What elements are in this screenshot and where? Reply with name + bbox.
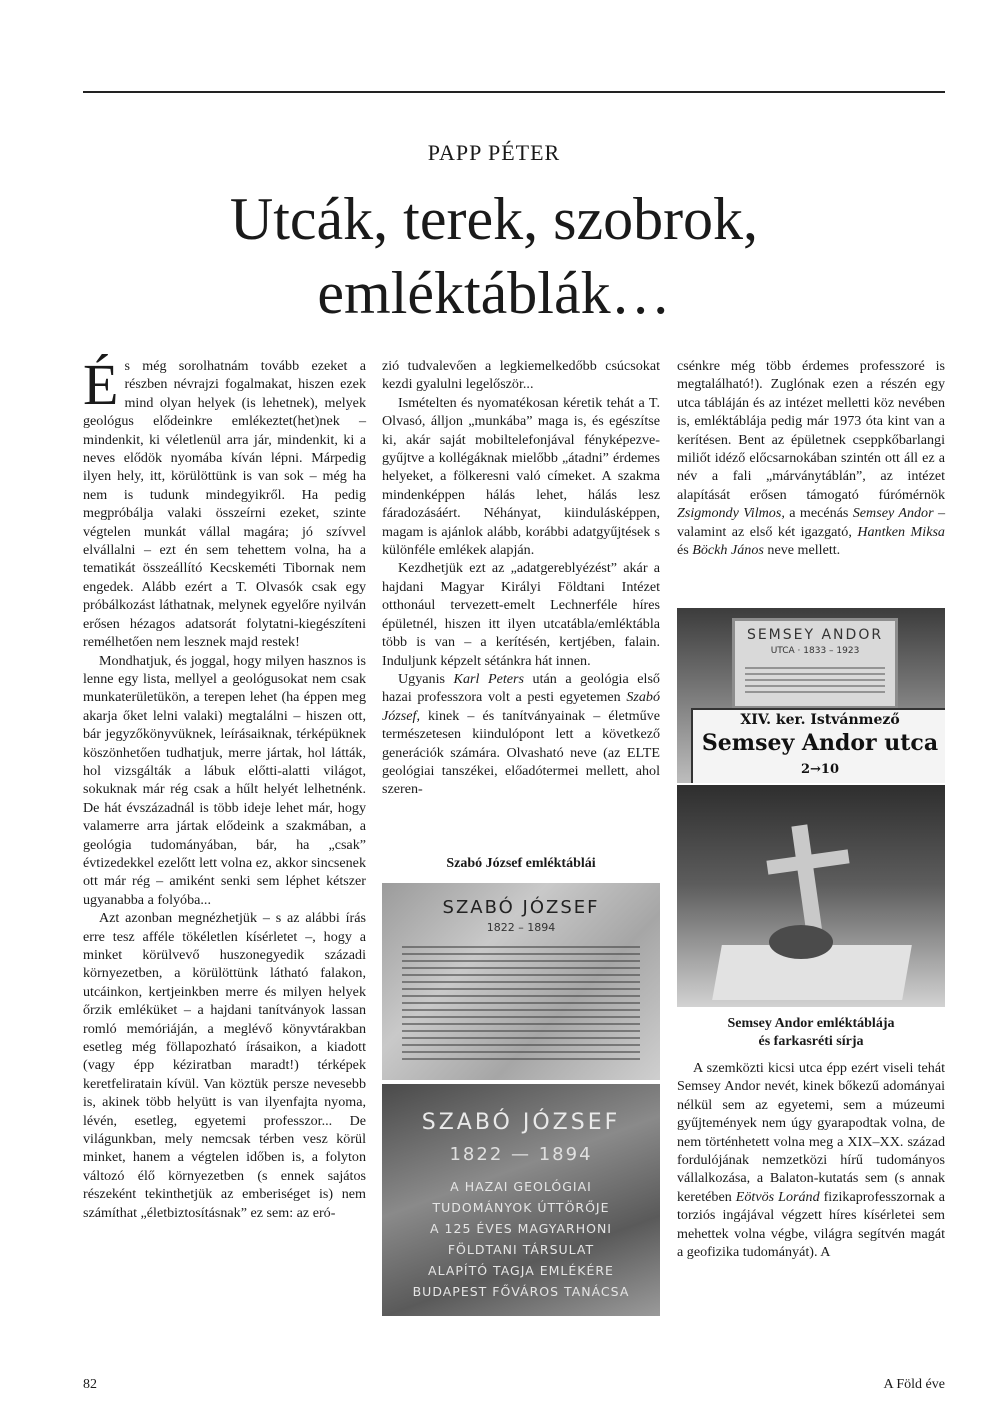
szabo-plaque-photo-2	[382, 1084, 660, 1316]
szabo-plaque-photo-1	[382, 883, 660, 1080]
inscription-line: A HAZAI GEOLÓGIAI	[450, 1179, 592, 1194]
plaque-inscription	[402, 941, 640, 1065]
paragraph: Kezdhetjük ezt az „adatgereblyézést” akár a hajdani Magyar Királyi Földtani Intézet otthonául tervezett-emelt Lechnerféle híres épületnél, hiszen itt ilyen utcatábla/emléktábla több is van – a kerítésén, kertjében, falain. Induljunk képzelt sétánkra hát innen.	[382, 560, 660, 669]
plaque-years: 1822 — 1894	[449, 1144, 593, 1165]
street-sign-numbers: 2→10	[800, 762, 840, 777]
semsey-grave-photo	[677, 785, 945, 1007]
journal-name: A Föld éve	[883, 1377, 945, 1392]
plaque-name: SZABÓ JÓZSEF	[421, 1110, 621, 1135]
paragraph: zió tudvalevően a legkiemelkedőbb csúcsokat kezdi gyalulni legelőször...	[382, 358, 660, 393]
caption-line: Semsey Andor emléktáblája	[727, 1016, 895, 1031]
paragraph	[677, 357, 945, 559]
text: neve mellett.	[763, 542, 841, 559]
plaque-years: 1822 – 1894	[486, 921, 556, 934]
street-sign-name: Semsey Andor utca	[701, 730, 939, 756]
semsey-caption	[677, 1015, 945, 1051]
plaque-inscription	[382, 1176, 660, 1302]
plaque-name: SZABÓ JÓZSEF	[442, 897, 600, 918]
semsey-plaque-photo	[677, 608, 945, 783]
paragraph: Azt azonban megnézhetjük – s az alábbi írás erre tesz afféle tökéletlen kísérletet –, hogy a minket körülvevő huszonegyedik századi környezetben, a körülöttünk látható falakon, utcáinkon, kertjeinkben merre és milyen helyek őrzik emléküket – a hajdani tanítványok lassan romló memóriáján, a meglévő könyvtárakban esetleg még föllapozható írásaikon, a kiadott (vagy épp kéziratban maradt!) térképek keretfeliratain kívül. Van köztük persze nevesebb is, akinek több helyütt is van ilyenfajta nyoma, lévén, esetleg, egyetemi professzor... De világunkban, mely nemcsak térben vesz körül minket, hanem a végtelen időben is, a folyton változó élő környezetben (s ennek sajátos részeként tekinthetjük az emberiséget is) nem számíthat „életbiztosításnak” ez sem: az eró-	[83, 910, 366, 1221]
inscription-line: A 125 ÉVES MAGYARHONI	[430, 1221, 612, 1236]
street-sign-district: XIV. ker. Istvánmező	[740, 712, 900, 728]
emphasis: Semsey Andor	[852, 505, 934, 522]
emphasis: Karl Peters	[453, 670, 524, 687]
paragraph: Mondhatjuk, és joggal, hogy milyen hasznos is lenne egy lista, mellyel a geológusokat nem csak munkaterületükön, a terepen lehet (ha éppen meg akarja őket lelni valaki) megtalálni – hiszen ott, bár jegyzőkönyvüknek, leírásaiknak, térképüknek köszönhetően tudhatjuk, merre jártak, hol látták, hol vizsgálták a lábuk előtti-alatti világot, sokuknak már rég csak a hűlt helyét lelhetnénk. De hát évszázadnál is több ideje lehet már, hogy valamerre arra jártak elődeink a szakmában, a geológia tudományában, bár, ha „csak” évtizedekkel ezelőtt lett volna ez, akkor sincsenek ott már rég – amiként senki sem léphet kétszer ugyanabba a folyóba...	[83, 652, 366, 908]
text: Ugyanis	[398, 670, 454, 687]
text: és	[677, 542, 693, 559]
emphasis: Böckh János	[692, 542, 764, 559]
page-number: 82	[83, 1377, 97, 1392]
drop-cap: É	[83, 352, 119, 417]
title-line-1: Utcák, terek, szobrok,	[229, 186, 759, 252]
text: fizikaprofesszornak a torziós ingájával végzett híres kísérletei sem mehettek volna végbe, világra segítvén magát a geofizika tudományát). A	[677, 1188, 945, 1261]
paragraph-text: s még sorolhatnám tovább ezeket a részben névrajzi fogalmakat, hiszen ezek mind olyan helyek (is lehetnek), melyek geológus elődeinkre emlékeztet(het)nek – mindenkit, ki véletlenül arra jár, mindenkit, ki a neves elődök nyomába kíván lépni. Márpedig ilyen hely, itt, körülöttünk is van sok – még ha nem is tudunk mindegyikről. Ha pedig megpróbálja valaki összeírni ezeket, szinte végtelen munkát vállal magára; jó szívvel elvállalni – ezt én sem tehettem volna, ha a tematikát összeállító Kecskeméti Tibornak nem engedek. Alább ezért a T. Olvasók csak egy próbálkozást láthatnak, melynek egyelőre nyilván erősen hézagos adatsorát folytatni-kiegészíteni remélhetően nem lesznek majd restek!	[83, 358, 366, 651]
inscription-line: BUDAPEST FŐVÁROS TANÁCSA	[412, 1284, 630, 1299]
emphasis: Szabó József,	[382, 689, 660, 724]
text: A szemközti kicsi utca épp ezért viseli tehát Semsey Andor nevét, kinek bőkezű adományai nélkül sem az egyetemi, sem a múzeumi gyűjtemények nem úgy gyarapodtak volna, de nem történhetett volna meg a XIX–XX. század fordulójának nemzetközi hírű tudományos vállalkozása, a Balaton-kutatás sem (s annak keretében	[677, 1060, 945, 1205]
author: PAPP PÉTER	[427, 140, 561, 165]
text: a mecénás	[784, 505, 853, 522]
emphasis: Eötvös Loránd	[735, 1188, 820, 1205]
header-rule	[83, 91, 945, 93]
article-title	[0, 182, 988, 330]
inscription-line: FÖLDTANI TÁRSULAT	[447, 1242, 595, 1257]
inscription-line: TUDOMÁNYOK ÚTTÖRŐJE	[432, 1200, 610, 1215]
emphasis: Zsigmondy Vilmos,	[677, 505, 785, 522]
title-line-2: emléktáblák…	[317, 260, 671, 326]
text: után a geológia első hazai professzora volt a pesti egyetemen	[382, 670, 660, 706]
paragraph	[382, 670, 660, 799]
utca-text: UTCA	[770, 646, 795, 656]
caption-line: és farkasréti sírja	[758, 1034, 864, 1049]
paragraph	[677, 1059, 945, 1261]
plaque-years: 1833 – 1923	[803, 646, 860, 656]
text: – valamint az első két igazgató,	[677, 505, 945, 540]
emphasis: Hantken Miksa	[857, 523, 945, 540]
text: kinek – és tanítványainak – életműve természetesen kiindulópont lett a következő generációk számára. Olvasható neve (az ELTE geológiai tanszékei, előadótermei mellett, ahol szeren-	[382, 707, 660, 798]
wreath	[769, 925, 833, 959]
plaque-utca: UTCA · 1833 – 1923	[770, 646, 860, 656]
column-2	[382, 357, 660, 799]
column-1	[83, 352, 366, 1222]
plaque-name: SEMSEY ANDOR	[746, 627, 884, 643]
paragraph	[83, 352, 366, 652]
text: csénkre még több érdemes professzoré is megtalálható!). Zuglónak ezen a részén egy utca tábláján és az intézet melletti köz nevében is, emléktáblája pedig már 1973 óta kint van a kerítésen. Bent az épületnek cseppkőbarlangi miliőt idéző előcsarnokában szintén ott áll ez a név a fali „márványtáblán”, az intézet alapítását erősen támogató fúrómérnök	[677, 358, 945, 503]
szabo-caption: Szabó József emléktáblái	[446, 856, 596, 871]
semsey-plaque	[732, 618, 898, 709]
paragraph: Ismételten és nyomatékosan kéretik tehát a T. Olvasó, álljon „munkába” maga is, és egészítse ki, akár saját mobiltelefonjával fényképezve-gyűjtve a kollégáknak mielőbb „átadni” érdemes helyeket, a fölkeresni való címeket. A szakma mindenképpen hálás lehet, hálás lesz fáradozásáért. Néhányat, kiindulásképpen, magam is ajánlok alább, korábbi adatgyűjtések s különféle emlékek alapján.	[382, 394, 660, 559]
inscription-line: ALAPÍTÓ TAGJA EMLÉKÉRE	[428, 1263, 614, 1278]
cross-icon	[791, 824, 822, 935]
column-3	[677, 357, 945, 559]
plaque-inscription	[745, 663, 885, 697]
street-sign	[691, 708, 945, 783]
column-3-lower	[677, 1059, 945, 1261]
